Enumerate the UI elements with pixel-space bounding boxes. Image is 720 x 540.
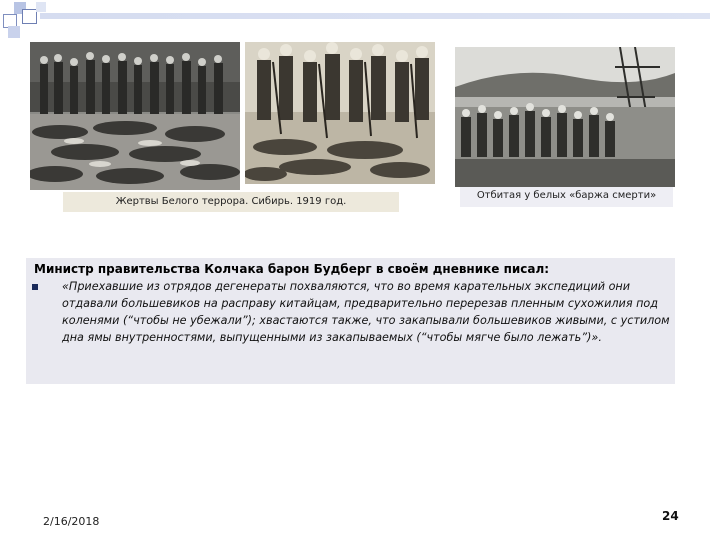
diary-quote: «Приехавшие из отрядов дегенераты похваляются, что во время карательных экспедиций они отдавали большевиков на расправу китайцам, предварительно перерезав пленным сухожилия под коленями (“чтобы не убежали”); хвастаются также, что закапывали большевиков живыми, с устилом дна ямы внутренностями, выпущенными из закапываемых (“чтобы мягче было лежать”)». (62, 280, 670, 344)
photo-death-barge (455, 47, 675, 187)
corner-square-decoration (22, 9, 37, 24)
photo-victims-siberia (30, 42, 240, 190)
header-bar (40, 13, 710, 19)
slide-number: 24 (662, 509, 679, 523)
bullet-square-icon (32, 284, 38, 290)
photo-caption-barge: Отбитая у белых «баржа смерти» (460, 187, 673, 207)
photo-armed-group (245, 42, 435, 184)
corner-square-decoration (8, 26, 20, 38)
photo-caption-victims: Жертвы Белого террора. Сибирь. 1919 год. (63, 192, 399, 212)
corner-square-decoration (36, 2, 46, 12)
slide-date: 2/16/2018 (43, 515, 100, 528)
section-heading: Министр правительства Колчака барон Будберг в своём дневнике писал: (34, 262, 550, 276)
